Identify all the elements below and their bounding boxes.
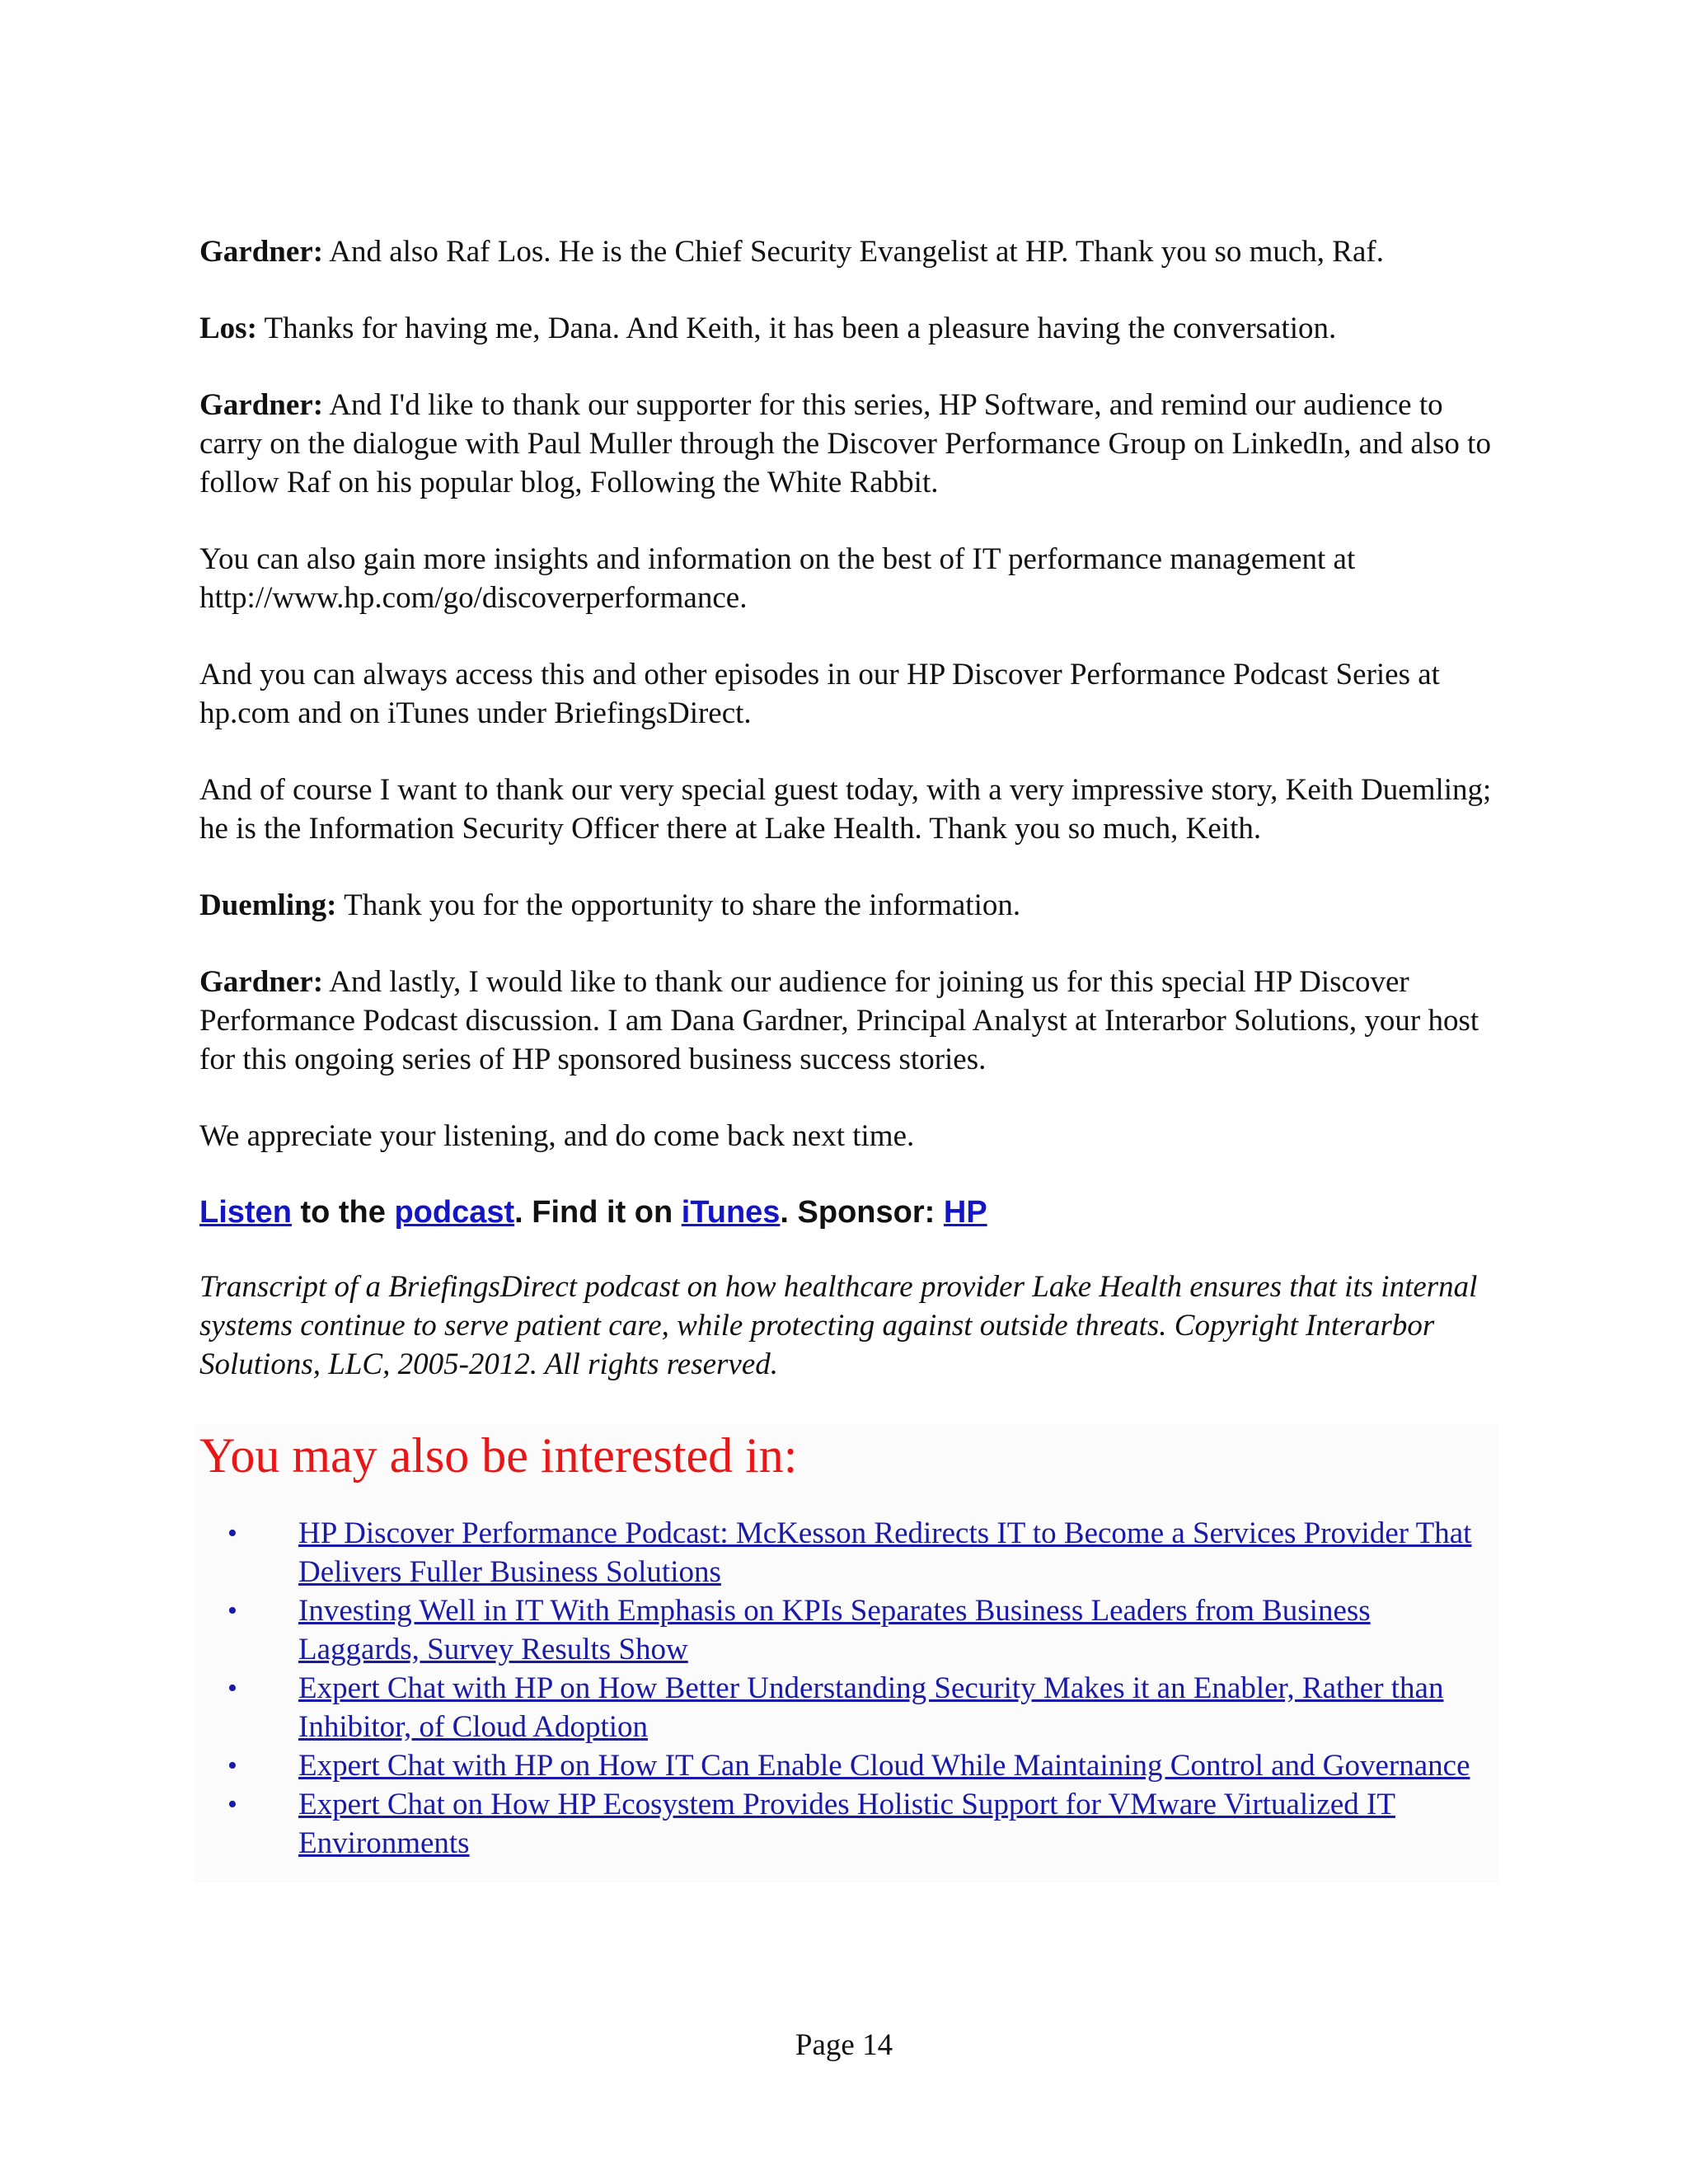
related-link[interactable]: Expert Chat with HP on How Better Understanding Security Makes it an Enabler, Rather than Inhibitor, of Cloud Adoption xyxy=(298,1671,1444,1744)
body-paragraph xyxy=(199,1117,1502,1155)
dialogue-paragraph xyxy=(199,886,1502,925)
dialogue-text: And of course I want to thank our very special guest today, with a very impressive story, Keith Duemling; he is the Information Security Officer there at Lake Health. Thank you so much, Keith. xyxy=(199,773,1492,846)
list-item xyxy=(199,1591,1493,1669)
speaker-label: Gardner: xyxy=(199,388,324,422)
dialogue-text: We appreciate your listening, and do come back next time. xyxy=(199,1119,915,1153)
links-text: . Sponsor: xyxy=(780,1195,944,1230)
transcript-note: Transcript of a BriefingsDirect podcast on how healthcare provider Lake Health ensures that its internal systems continue to serve patient care, while protecting against outside threats. Copyright Interarbor Solutions, LLC, 2005-2012. All rights reserved. xyxy=(199,1270,1478,1381)
dialogue-paragraph xyxy=(199,232,1502,271)
related-list xyxy=(199,1514,1493,1863)
related-section xyxy=(195,1425,1498,1882)
bullet-icon: • xyxy=(227,1518,237,1549)
body-paragraph xyxy=(199,540,1502,617)
dialogue-paragraph xyxy=(199,309,1502,348)
dialogue-text: And I'd like to thank our supporter for this series, HP Software, and remind our audience to carry on the dialogue with Paul Muller through the Discover Performance Group on LinkedIn, and also to follow Raf on his popular blog, Following the White Rabbit. xyxy=(199,388,1491,499)
links-text: . Find it on xyxy=(514,1195,682,1230)
body-paragraph xyxy=(199,655,1502,733)
list-item xyxy=(199,1514,1493,1591)
page-number: Page 14 xyxy=(795,2028,893,2062)
bullet-icon: • xyxy=(227,1596,237,1626)
related-link[interactable]: HP Discover Performance Podcast: McKesson Redirects IT to Become a Services Provider That Delivers Fuller Business Solutions xyxy=(298,1516,1472,1589)
dialogue-text: And you can always access this and other episodes in our HP Discover Performance Podcast Series at hp.com and on iTunes under BriefingsDirect. xyxy=(199,658,1440,730)
dialogue-text: You can also gain more insights and information on the best of IT performance management at http://www.hp.com/go/discoverperformance. xyxy=(199,542,1356,615)
podcast-links-line xyxy=(199,1193,1502,1232)
document-page xyxy=(199,232,1502,1882)
dialogue-text: Thanks for having me, Dana. And Keith, it has been a pleasure having the conversation. xyxy=(264,312,1337,345)
dialogue-text: And also Raf Los. He is the Chief Security Evangelist at HP. Thank you so much, Raf. xyxy=(329,235,1384,269)
speaker-label: Gardner: xyxy=(199,965,324,999)
dialogue-paragraph xyxy=(199,386,1502,502)
list-item xyxy=(199,1785,1493,1863)
podcast-link[interactable]: podcast xyxy=(394,1195,515,1230)
body-paragraph xyxy=(199,771,1502,848)
related-link[interactable]: Investing Well in IT With Emphasis on KPIs Separates Business Leaders from Business Laggards, Survey Results Show xyxy=(298,1594,1371,1666)
related-link[interactable]: Expert Chat on How HP Ecosystem Provides Holistic Support for VMware Virtualized IT Environments xyxy=(298,1788,1395,1860)
speaker-label: Duemling: xyxy=(199,888,337,922)
listen-link[interactable]: Listen xyxy=(199,1195,292,1230)
related-link[interactable]: Expert Chat with HP on How IT Can Enable Cloud While Maintaining Control and Governance xyxy=(298,1749,1470,1783)
bullet-icon: • xyxy=(227,1673,237,1704)
bullet-icon: • xyxy=(227,1789,237,1820)
list-item xyxy=(199,1669,1493,1746)
hp-sponsor-link[interactable]: HP xyxy=(943,1195,987,1230)
links-text: to the xyxy=(291,1195,395,1230)
speaker-label: Gardner: xyxy=(199,235,324,269)
dialogue-text: Thank you for the opportunity to share the information. xyxy=(344,888,1021,922)
speaker-label: Los: xyxy=(199,312,257,345)
bullet-icon: • xyxy=(227,1750,237,1781)
itunes-link[interactable]: iTunes xyxy=(681,1195,781,1230)
dialogue-paragraph xyxy=(199,963,1502,1079)
list-item xyxy=(199,1746,1493,1785)
dialogue-text: And lastly, I would like to thank our audience for joining us for this special HP Discover Performance Podcast discussion. I am Dana Gardner, Principal Analyst at Interarbor Solutions, your host for this ongoing series of HP sponsored business success stories. xyxy=(199,965,1479,1076)
related-heading: You may also be interested in: xyxy=(199,1428,798,1483)
